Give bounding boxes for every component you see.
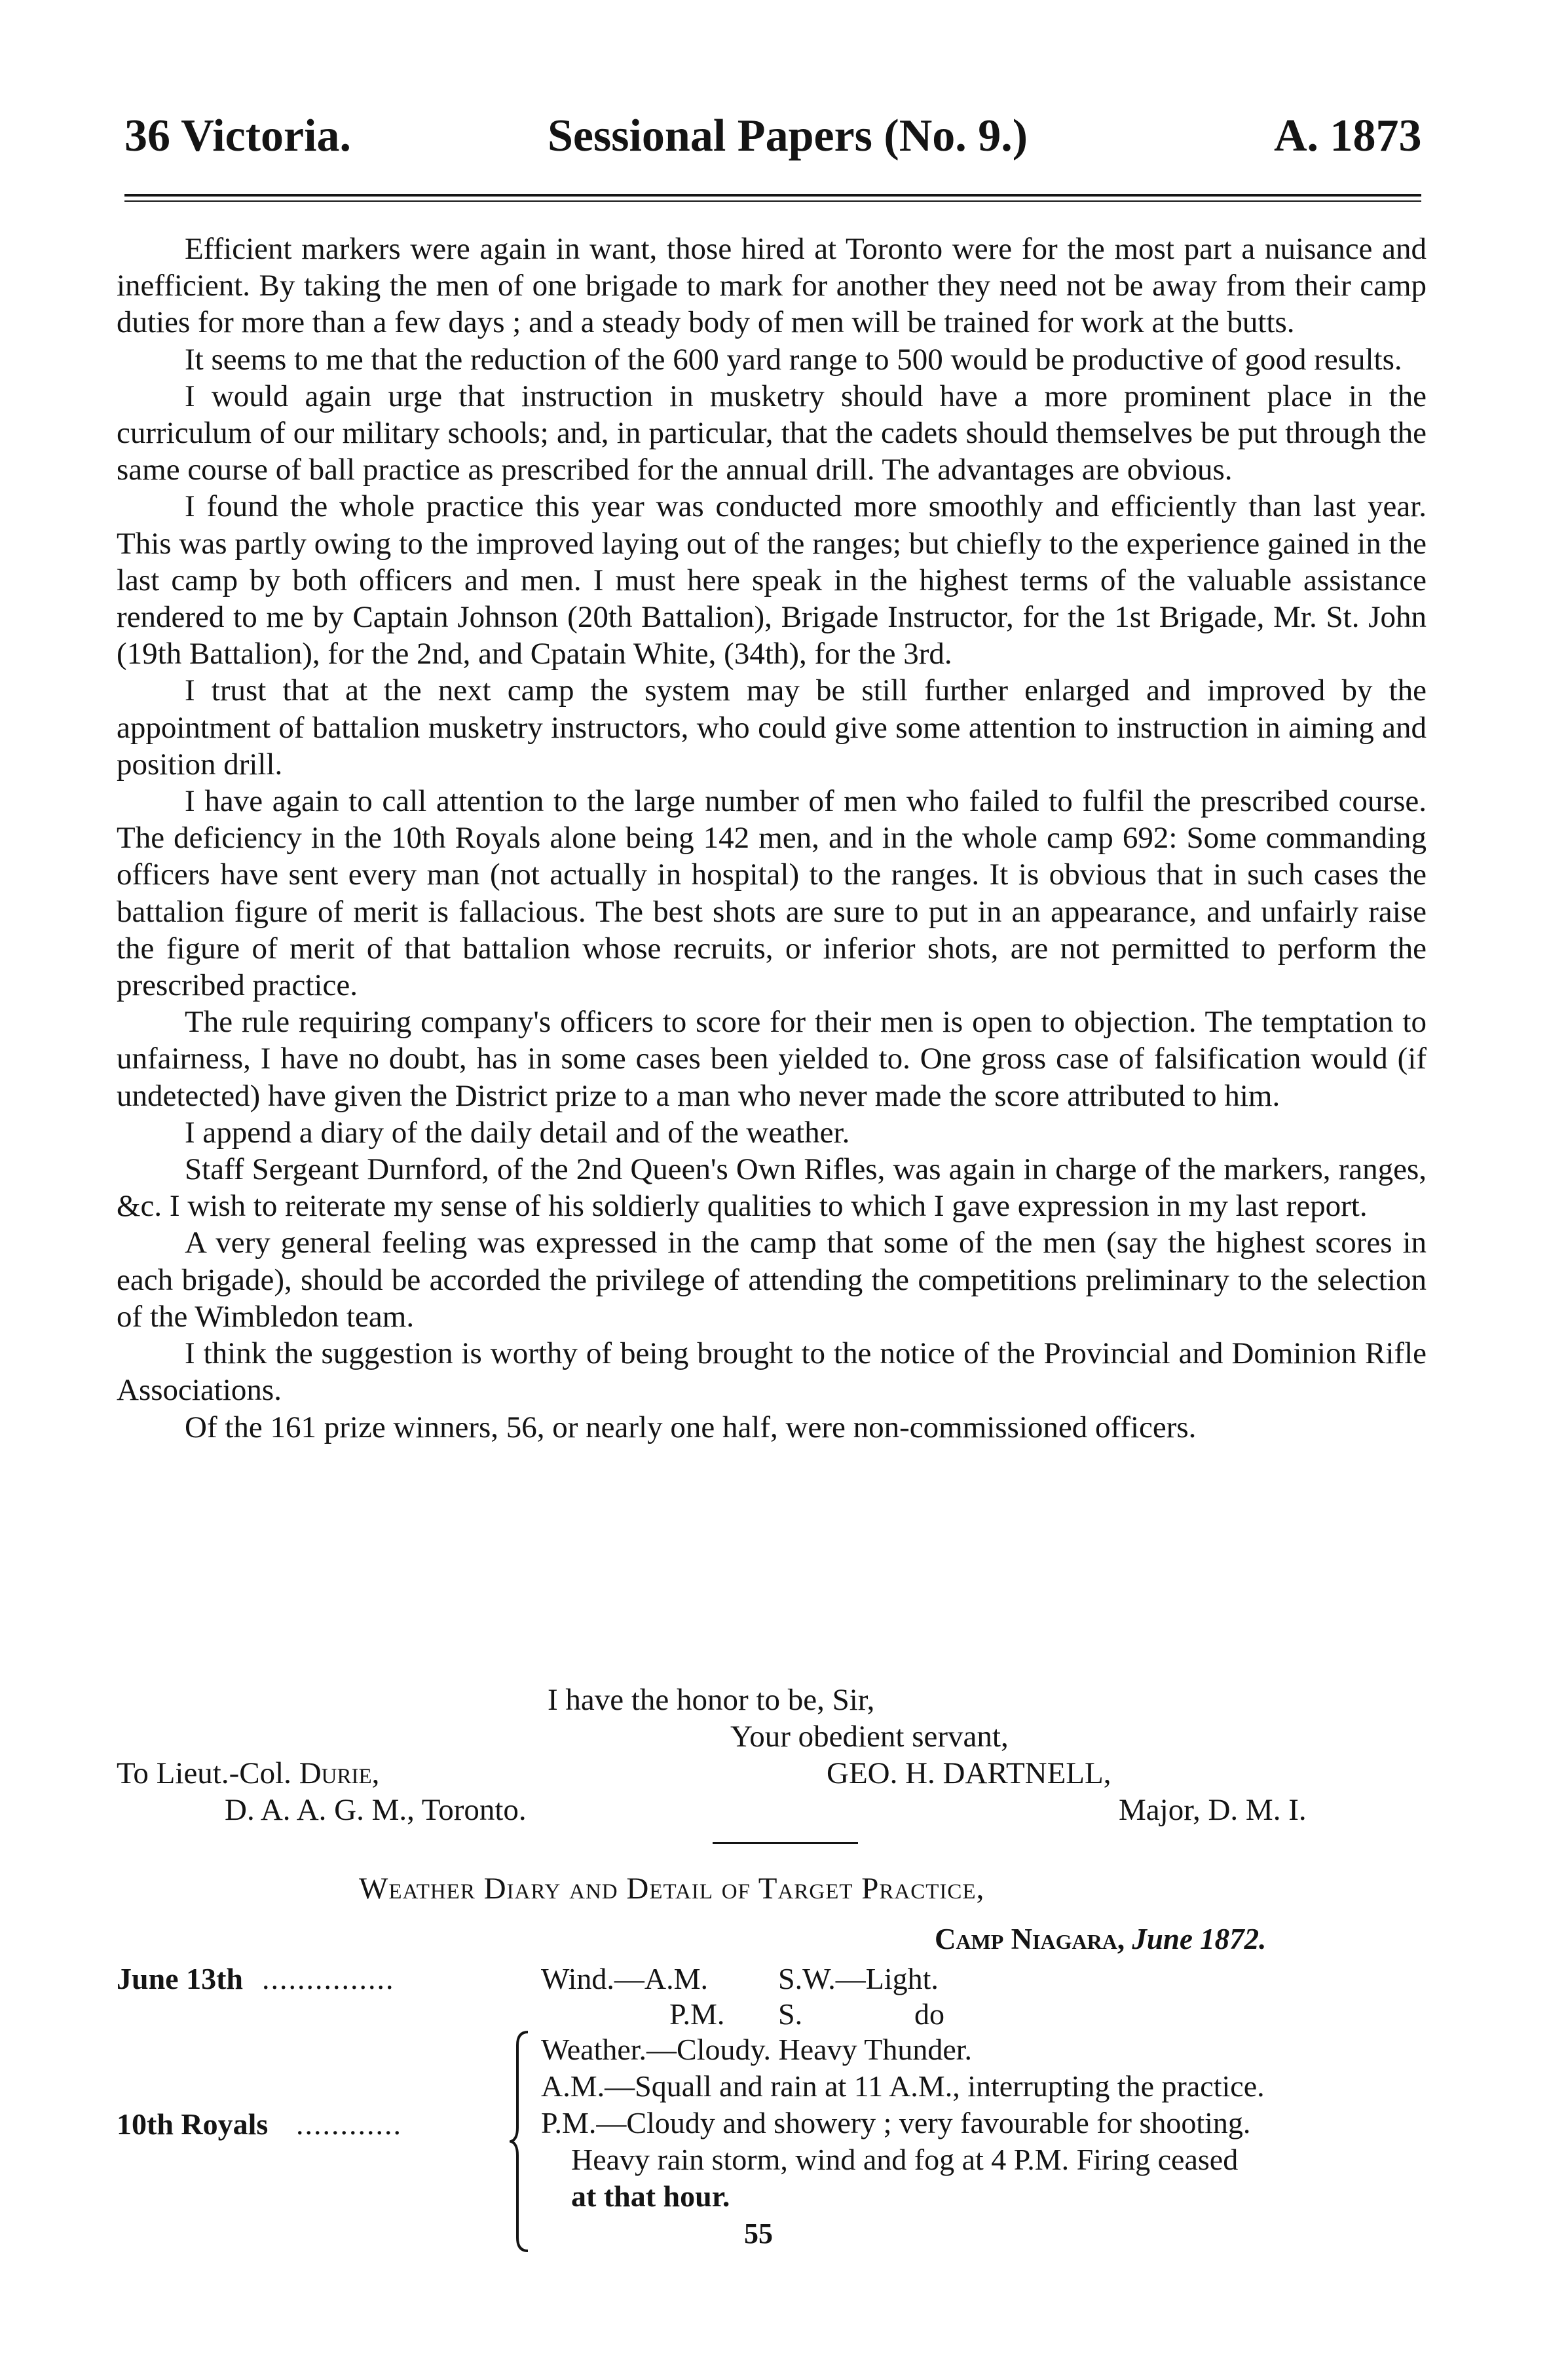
royals-label: 10th Royals bbox=[117, 2107, 269, 2141]
royals-leader-dots: ............ bbox=[296, 2107, 402, 2141]
paragraph: I think the suggestion is worthy of being brought to the notice of the Provincial and Dominion Rifle Associations. bbox=[117, 1336, 1427, 1408]
paragraph: I append a diary of the daily detail and of the weather. bbox=[185, 1115, 850, 1150]
header-left: 36 Victoria. bbox=[124, 111, 352, 161]
june13-wind-pm-value: S. bbox=[778, 1997, 803, 2031]
paragraph: I trust that at the next camp the system may be still further enlarged and improved by the appointment of battalion musketry instructors, who could give some attention to instruction in aiming and position drill. bbox=[117, 673, 1427, 782]
paragraph: A very general feeling was expressed in the camp that some of the men (say the highest scores in each brigade), should be accorded the privilege of attending the competitions preliminary to the selection of the Wimbledon team. bbox=[117, 1226, 1427, 1334]
page-number: 55 bbox=[744, 2217, 773, 2250]
june13-wind-am-value: S.W.—Light. bbox=[778, 1962, 939, 1995]
paragraph: Staff Sergeant Durnford, of the 2nd Queen's Own Rifles, was again in charge of the markers, ranges, &c. I wish to reiterate my sense of his soldierly qualities to which I gave expression in my last report. bbox=[117, 1152, 1427, 1224]
signature-rank: Major, D. M. I. bbox=[1119, 1793, 1307, 1827]
june13-date: June 13th bbox=[117, 1962, 243, 1995]
royals-line: A.M.—Squall and rain at 11 A.M., interrupting the practice. bbox=[541, 2069, 1265, 2103]
royals-line: at that hour. bbox=[571, 2179, 730, 2213]
paragraph: Of the 161 prize winners, 56, or nearly one half, were non-commissioned officers. bbox=[185, 1410, 1197, 1444]
paragraph: I have again to call attention to the large number of men who failed to fulfil the prescribed course. The deficiency in the 10th Royals alone being 142 men, and in the whole camp 692: Some commanding officers have sent every man (not actually in hospital) to the ranges. It is obvious that in such cases the battalion figure of merit is fallacious. The best shots are sure to put in an appearance, and unfairly raise the figure of merit of that battalion whose recruits, or inferior shots, are not permitted to perform the prescribed practice. bbox=[117, 784, 1427, 1003]
header-right: A. 1873 bbox=[1274, 111, 1422, 161]
header-rule-bottom bbox=[124, 200, 1421, 202]
paragraph: I would again urge that instruction in musketry should have a more prominent place in the curriculum of our military schools; and, in particular, that the cadets should themselves be put through the same course of ball practice as prescribed for the annual drill. The advantages are obvious. bbox=[117, 379, 1427, 487]
paragraph: It seems to me that the reduction of the 600 yard range to 500 would be productive of good results. bbox=[185, 342, 1402, 377]
closing-line-2: Your obedient servant, bbox=[730, 1720, 1009, 1754]
paragraph: The rule requiring company's officers to score for their men is open to objection. The temptation to unfairness, I have no doubt, has in some cases been yielded to. One gross case of falsification would (if undetected) have given the District prize to a man who never made the score attributed to him. bbox=[117, 1005, 1427, 1113]
signature-name: GEO. H. DARTNELL, bbox=[827, 1756, 1111, 1790]
report-body bbox=[117, 231, 1427, 1446]
diary-camp-date: June 1872. bbox=[1132, 1923, 1267, 1955]
header-rule-top bbox=[124, 194, 1421, 197]
curly-brace-icon bbox=[510, 2029, 531, 2253]
june13-wind-pm-do: do bbox=[914, 1997, 944, 2031]
addressee-name: Durie, bbox=[299, 1756, 380, 1790]
diary-camp bbox=[935, 1922, 1266, 1956]
diary-camp-name: Camp Niagara, bbox=[935, 1923, 1125, 1955]
june13-leader-dots: ............... bbox=[262, 1962, 395, 1995]
royals-line: Heavy rain storm, wind and fog at 4 P.M. Firing ceased bbox=[571, 2143, 1239, 2176]
section-divider bbox=[713, 1842, 858, 1844]
addressee-line-1 bbox=[117, 1756, 379, 1791]
closing-line-1: I have the honor to be, Sir, bbox=[548, 1683, 875, 1717]
june13-wind-am: Wind.—A.M. bbox=[541, 1962, 708, 1995]
royals-line: P.M.—Cloudy and showery ; very favourable for shooting. bbox=[541, 2106, 1251, 2139]
paragraph: Efficient markers were again in want, those hired at Toronto were for the most part a nuisance and inefficient. By taking the men of one brigade to mark for another they need not be away from their camp duties for more than a few days ; and a steady body of men will be trained for work at the butts. bbox=[117, 232, 1427, 340]
royals-line: Weather.—Cloudy. Heavy Thunder. bbox=[541, 2033, 973, 2066]
june13-wind-pm: P.M. bbox=[669, 1997, 725, 2031]
paragraph: I found the whole practice this year was conducted more smoothly and efficiently than last year. This was partly owing to the improved laying out of the ranges; but chiefly to the experience gained in the last camp by both officers and men. I must here speak in the highest terms of the valuable assistance rendered to me by Captain Johnson (20th Battalion), Brigade Instructor, for the 1st Brigade, Mr. St. John (19th Battalion), for the 2nd, and Cpatain White, (34th), for the 3rd. bbox=[117, 489, 1427, 671]
addressee-line-2: D. A. A. G. M., Toronto. bbox=[225, 1793, 527, 1827]
addressee-prefix: To Lieut.-Col. bbox=[117, 1756, 291, 1790]
header-center: Sessional Papers (No. 9.) bbox=[548, 111, 1028, 161]
diary-title: Weather Diary and Detail of Target Practice, bbox=[359, 1872, 985, 1906]
